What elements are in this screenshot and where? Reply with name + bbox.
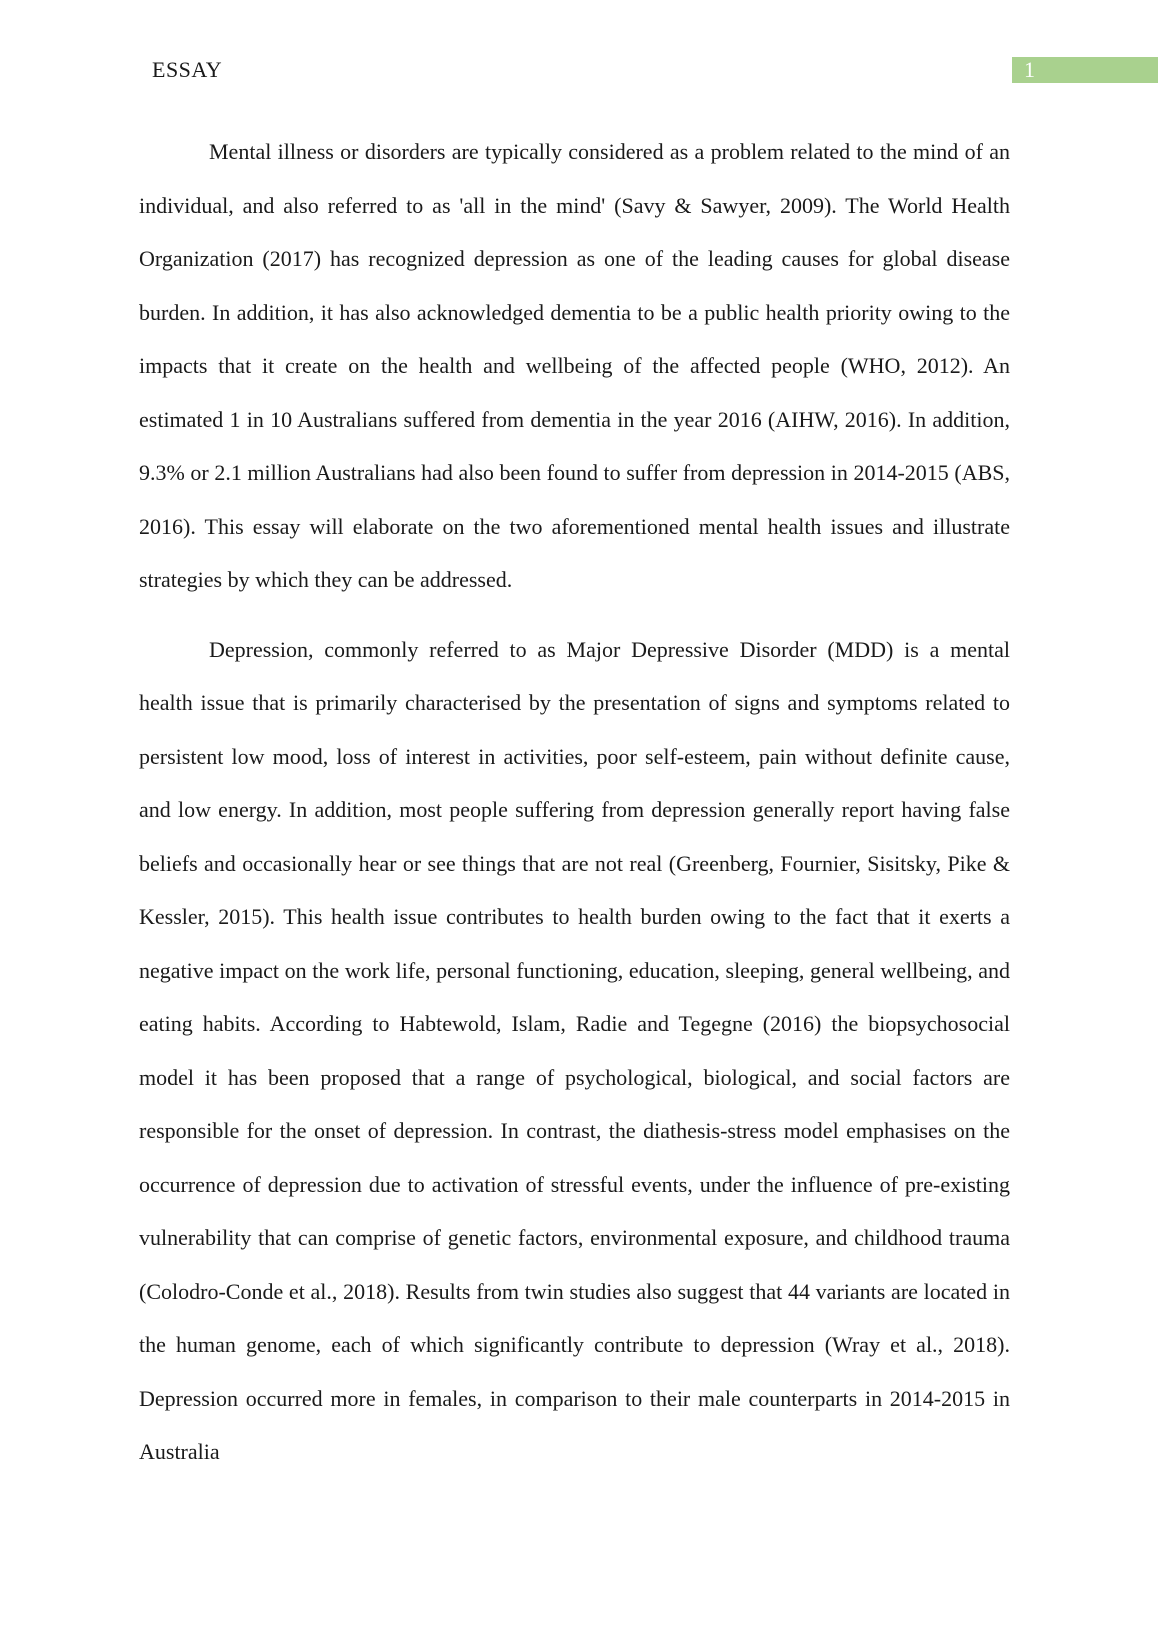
running-head-title: ESSAY xyxy=(152,57,223,82)
essay-body xyxy=(139,125,1010,1495)
paragraph-depression: Depression, commonly referred to as Major Depressive Disorder (MDD) is a mental health issue that is primarily characterised by the presentation of signs and symptoms related to persistent low mood, loss of interest in activities, poor self-esteem, pain without definite cause, and low energy. In addition, most people suffering from depression generally report having false beliefs and occasionally hear or see things that are not real (Greenberg, Fournier, Sisitsky, Pike & Kessler, 2015). This health issue contributes to health burden owing to the fact that it exerts a negative impact on the work life, personal functioning, education, sleeping, general wellbeing, and eating habits. According to Habtewold, Islam, Radie and Tegegne (2016) the biopsychosocial model it has been proposed that a range of psychological, biological, and social factors are responsible for the onset of depression. In contrast, the diathesis-stress model emphasises on the occurrence of depression due to activation of stressful events, under the influence of pre-existing vulnerability that can comprise of genetic factors, environmental exposure, and childhood trauma (Colodro-Conde et al., 2018). Results from twin studies also suggest that 44 variants are located in the human genome, each of which significantly contribute to depression (Wray et al., 2018). Depression occurred more in females, in comparison to their male counterparts in 2014-2015 in Australia xyxy=(139,636,1010,1464)
paragraph-intro: Mental illness or disorders are typically considered as a problem related to the mind of an individual, and also referred to as 'all in the mind' (Savy & Sawyer, 2009). The World Health Organization (2017) has recognized depression as one of the leading causes for global disease burden. In addition, it has also acknowledged dementia to be a public health priority owing to the impacts that it create on the health and wellbeing of the affected people (WHO, 2012). An estimated 1 in 10 Australians suffered from dementia in the year 2016 (AIHW, 2016). In addition, 9.3% or 2.1 million Australians had also been found to suffer from depression in 2014-2015 (ABS, 2016). This essay will elaborate on the two aforementioned mental health issues and illustrate strategies by which they can be addressed. xyxy=(139,139,1010,592)
page-number: 1 xyxy=(1024,57,1035,82)
